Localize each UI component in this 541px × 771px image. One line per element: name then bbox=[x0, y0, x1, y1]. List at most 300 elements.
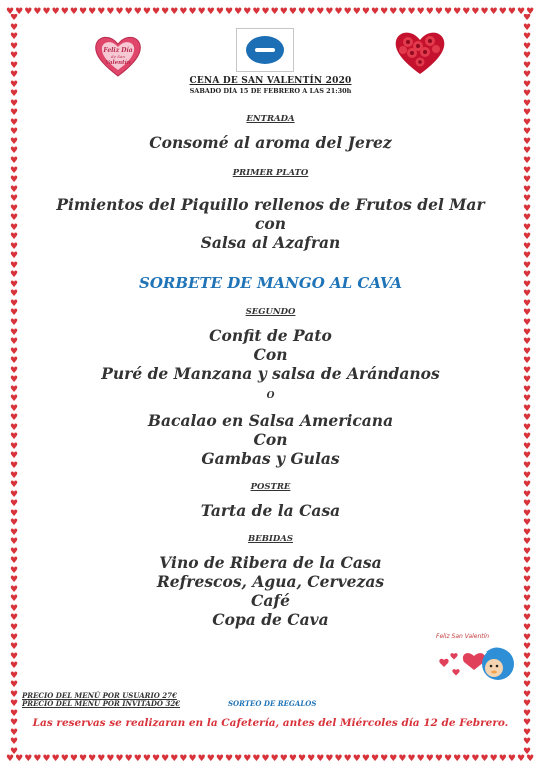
border-heart-icon: ♥ bbox=[522, 298, 532, 309]
border-heart-icon: ♥ bbox=[9, 298, 19, 309]
border-heart-icon: ♥ bbox=[179, 754, 188, 764]
border-heart-icon: ♥ bbox=[142, 7, 151, 17]
border-heart-icon: ♥ bbox=[9, 394, 19, 405]
border-heart-icon: ♥ bbox=[15, 754, 24, 764]
border-heart-icon: ♥ bbox=[522, 451, 532, 462]
border-heart-icon: ♥ bbox=[9, 136, 19, 147]
border-heart-icon: ♥ bbox=[9, 108, 19, 119]
border-heart-icon: ♥ bbox=[298, 754, 307, 764]
border-heart-icon: ♥ bbox=[453, 7, 462, 17]
border-heart-icon: ♥ bbox=[234, 754, 243, 764]
border-heart-icon: ♥ bbox=[9, 527, 19, 538]
border-heart-icon: ♥ bbox=[343, 7, 352, 17]
border-heart-icon: ♥ bbox=[522, 460, 532, 471]
dish-segundo-a-line3: Puré de Manzana y salsa de Arándanos bbox=[101, 364, 440, 383]
border-heart-icon: ♥ bbox=[444, 754, 453, 764]
mascot-caption: Feliz San Valentín bbox=[436, 633, 490, 640]
border-heart-icon: ♥ bbox=[161, 754, 170, 764]
heart-border-right bbox=[521, 14, 533, 757]
border-heart-icon: ♥ bbox=[522, 718, 532, 729]
border-heart-icon: ♥ bbox=[9, 575, 19, 586]
border-heart-icon: ♥ bbox=[522, 613, 532, 624]
border-heart-icon: ♥ bbox=[522, 89, 532, 100]
border-heart-icon: ♥ bbox=[215, 754, 224, 764]
border-heart-icon: ♥ bbox=[9, 232, 19, 243]
border-heart-icon: ♥ bbox=[97, 7, 106, 17]
border-heart-icon: ♥ bbox=[522, 203, 532, 214]
border-heart-icon: ♥ bbox=[69, 7, 78, 17]
heart-border-top bbox=[6, 6, 535, 18]
border-heart-icon: ♥ bbox=[522, 365, 532, 376]
border-heart-icon: ♥ bbox=[522, 70, 532, 81]
border-heart-icon: ♥ bbox=[522, 184, 532, 195]
border-heart-icon: ♥ bbox=[522, 661, 532, 672]
valentine-heart-badge-icon bbox=[92, 32, 144, 78]
border-heart-icon: ♥ bbox=[79, 7, 88, 17]
border-heart-icon: ♥ bbox=[9, 327, 19, 338]
border-heart-icon: ♥ bbox=[106, 7, 115, 17]
border-heart-icon: ♥ bbox=[60, 754, 69, 764]
dish-postre: Tarta de la Casa bbox=[200, 501, 341, 520]
border-heart-icon: ♥ bbox=[522, 117, 532, 128]
border-heart-icon: ♥ bbox=[522, 727, 532, 738]
border-heart-icon: ♥ bbox=[522, 699, 532, 710]
dish-primer-line2: con bbox=[254, 214, 287, 233]
border-heart-icon: ♥ bbox=[33, 754, 42, 764]
event-date: SABADO DÍA 15 DE FEBRERO A LAS 21:30h bbox=[189, 87, 352, 95]
border-heart-icon: ♥ bbox=[522, 422, 532, 433]
border-heart-icon: ♥ bbox=[51, 7, 60, 17]
border-heart-icon: ♥ bbox=[307, 754, 316, 764]
border-heart-icon: ♥ bbox=[9, 727, 19, 738]
border-heart-icon: ♥ bbox=[522, 565, 532, 576]
border-heart-icon: ♥ bbox=[407, 7, 416, 17]
border-heart-icon: ♥ bbox=[9, 175, 19, 186]
border-heart-icon: ♥ bbox=[9, 22, 19, 33]
border-heart-icon: ♥ bbox=[133, 7, 142, 17]
border-heart-icon: ♥ bbox=[453, 754, 462, 764]
border-heart-icon: ♥ bbox=[307, 7, 316, 17]
border-heart-icon: ♥ bbox=[522, 375, 532, 386]
border-heart-icon: ♥ bbox=[471, 7, 480, 17]
border-heart-icon: ♥ bbox=[261, 754, 270, 764]
border-heart-icon: ♥ bbox=[9, 623, 19, 633]
reservation-notice: Las reservas se realizaran en la Cafetería, antes del Miércoles día 12 de Febrero. bbox=[32, 717, 509, 729]
border-heart-icon: ♥ bbox=[522, 60, 532, 71]
border-heart-icon: ♥ bbox=[279, 7, 288, 17]
border-heart-icon: ♥ bbox=[9, 375, 19, 386]
border-heart-icon: ♥ bbox=[9, 260, 19, 271]
border-heart-icon: ♥ bbox=[6, 754, 15, 764]
border-heart-icon: ♥ bbox=[179, 7, 188, 17]
border-heart-icon: ♥ bbox=[522, 632, 532, 643]
sorbet: SORBETE DE MANGO AL CAVA bbox=[138, 274, 402, 292]
border-heart-icon: ♥ bbox=[325, 7, 334, 17]
border-heart-icon: ♥ bbox=[9, 556, 19, 567]
section-entrada: ENTRADA bbox=[246, 114, 295, 124]
border-heart-icon: ♥ bbox=[522, 432, 532, 443]
border-heart-icon: ♥ bbox=[9, 661, 19, 672]
border-heart-icon: ♥ bbox=[489, 754, 498, 764]
border-heart-icon: ♥ bbox=[9, 270, 19, 281]
border-heart-icon: ♥ bbox=[9, 508, 19, 519]
border-heart-icon: ♥ bbox=[9, 499, 19, 510]
border-heart-icon: ♥ bbox=[522, 403, 532, 414]
border-heart-icon: ♥ bbox=[425, 7, 434, 17]
border-heart-icon: ♥ bbox=[334, 7, 343, 17]
border-heart-icon: ♥ bbox=[522, 32, 532, 43]
border-heart-icon: ♥ bbox=[325, 754, 334, 764]
border-heart-icon: ♥ bbox=[270, 7, 279, 17]
border-heart-icon: ♥ bbox=[9, 413, 19, 424]
border-heart-icon: ♥ bbox=[522, 413, 532, 424]
border-heart-icon: ♥ bbox=[522, 318, 532, 328]
border-heart-icon: ♥ bbox=[9, 422, 19, 433]
border-heart-icon: ♥ bbox=[526, 7, 535, 17]
border-heart-icon: ♥ bbox=[371, 754, 380, 764]
border-heart-icon: ♥ bbox=[334, 754, 343, 764]
border-heart-icon: ♥ bbox=[522, 623, 532, 633]
border-heart-icon: ♥ bbox=[9, 89, 19, 100]
border-heart-icon: ♥ bbox=[522, 651, 532, 662]
section-segundo: SEGUNDO bbox=[245, 307, 296, 317]
border-heart-icon: ♥ bbox=[517, 754, 526, 764]
organization-logo bbox=[236, 28, 294, 72]
border-heart-icon: ♥ bbox=[434, 7, 443, 17]
border-heart-icon: ♥ bbox=[51, 754, 60, 764]
border-heart-icon: ♥ bbox=[522, 222, 532, 233]
border-heart-icon: ♥ bbox=[9, 70, 19, 81]
border-heart-icon: ♥ bbox=[206, 754, 215, 764]
border-heart-icon: ♥ bbox=[9, 651, 19, 662]
border-heart-icon: ♥ bbox=[398, 7, 407, 17]
border-heart-icon: ♥ bbox=[252, 754, 261, 764]
border-heart-icon: ♥ bbox=[522, 346, 532, 357]
border-heart-icon: ♥ bbox=[9, 613, 19, 624]
border-heart-icon: ♥ bbox=[522, 327, 532, 338]
border-heart-icon: ♥ bbox=[9, 642, 19, 653]
border-heart-icon: ♥ bbox=[522, 537, 532, 548]
border-heart-icon: ♥ bbox=[9, 60, 19, 71]
border-heart-icon: ♥ bbox=[24, 7, 33, 17]
border-heart-icon: ♥ bbox=[60, 7, 69, 17]
heart-border-bottom bbox=[6, 753, 535, 765]
border-heart-icon: ♥ bbox=[9, 155, 19, 166]
border-heart-icon: ♥ bbox=[522, 546, 532, 557]
border-heart-icon: ♥ bbox=[9, 632, 19, 643]
border-heart-icon: ♥ bbox=[9, 737, 19, 748]
border-heart-icon: ♥ bbox=[9, 41, 19, 52]
border-heart-icon: ♥ bbox=[522, 155, 532, 166]
border-heart-icon: ♥ bbox=[361, 7, 370, 17]
border-heart-icon: ♥ bbox=[9, 451, 19, 462]
border-heart-icon: ♥ bbox=[522, 584, 532, 595]
border-heart-icon: ♥ bbox=[225, 754, 234, 764]
border-heart-icon: ♥ bbox=[9, 699, 19, 710]
border-heart-icon: ♥ bbox=[522, 508, 532, 519]
border-heart-icon: ♥ bbox=[462, 754, 471, 764]
border-heart-icon: ♥ bbox=[133, 754, 142, 764]
border-heart-icon: ♥ bbox=[352, 7, 361, 17]
border-heart-icon: ♥ bbox=[522, 308, 532, 319]
border-heart-icon: ♥ bbox=[9, 470, 19, 481]
border-heart-icon: ♥ bbox=[522, 480, 532, 491]
border-heart-icon: ♥ bbox=[261, 7, 270, 17]
border-heart-icon: ♥ bbox=[522, 270, 532, 281]
border-heart-icon: ♥ bbox=[9, 318, 19, 328]
border-heart-icon: ♥ bbox=[522, 279, 532, 290]
border-heart-icon: ♥ bbox=[9, 489, 19, 500]
border-heart-icon: ♥ bbox=[9, 403, 19, 414]
drink-line3: Café bbox=[251, 591, 290, 610]
dish-primer-line1: Pimientos del Piquillo rellenos de Frutos del Mar bbox=[56, 195, 485, 214]
border-heart-icon: ♥ bbox=[522, 289, 532, 300]
price-per-user: PRECIO DEL MENÚ POR USUARIO 27€ bbox=[22, 691, 177, 700]
border-heart-icon: ♥ bbox=[522, 337, 532, 348]
border-heart-icon: ♥ bbox=[522, 603, 532, 614]
border-heart-icon: ♥ bbox=[9, 346, 19, 357]
border-heart-icon: ♥ bbox=[243, 7, 252, 17]
border-heart-icon: ♥ bbox=[9, 146, 19, 157]
border-heart-icon: ♥ bbox=[522, 127, 532, 138]
heart-border-left bbox=[8, 14, 20, 757]
event-title: CENA DE SAN VALENTÍN 2020 bbox=[189, 76, 352, 86]
drink-line2: Refrescos, Agua, Cervezas bbox=[156, 572, 385, 591]
border-heart-icon: ♥ bbox=[6, 7, 15, 17]
border-heart-icon: ♥ bbox=[9, 279, 19, 290]
border-heart-icon: ♥ bbox=[161, 7, 170, 17]
border-heart-icon: ♥ bbox=[522, 575, 532, 586]
border-heart-icon: ♥ bbox=[9, 384, 19, 395]
border-heart-icon: ♥ bbox=[522, 51, 532, 62]
border-heart-icon: ♥ bbox=[243, 754, 252, 764]
border-heart-icon: ♥ bbox=[97, 754, 106, 764]
border-heart-icon: ♥ bbox=[9, 546, 19, 557]
border-heart-icon: ♥ bbox=[522, 175, 532, 186]
border-heart-icon: ♥ bbox=[124, 754, 133, 764]
border-heart-icon: ♥ bbox=[471, 754, 480, 764]
border-heart-icon: ♥ bbox=[526, 754, 535, 764]
border-heart-icon: ♥ bbox=[425, 754, 434, 764]
border-heart-icon: ♥ bbox=[522, 689, 532, 700]
border-heart-icon: ♥ bbox=[371, 7, 380, 17]
border-heart-icon: ♥ bbox=[522, 680, 532, 691]
border-heart-icon: ♥ bbox=[9, 356, 19, 367]
border-heart-icon: ♥ bbox=[522, 251, 532, 262]
border-heart-icon: ♥ bbox=[9, 32, 19, 43]
border-heart-icon: ♥ bbox=[9, 680, 19, 691]
border-heart-icon: ♥ bbox=[522, 746, 532, 757]
border-heart-icon: ♥ bbox=[252, 7, 261, 17]
dish-entrada: Consomé al aroma del Jerez bbox=[149, 133, 392, 152]
border-heart-icon: ♥ bbox=[9, 670, 19, 681]
border-heart-icon: ♥ bbox=[88, 7, 97, 17]
border-heart-icon: ♥ bbox=[380, 754, 389, 764]
border-heart-icon: ♥ bbox=[188, 7, 197, 17]
border-heart-icon: ♥ bbox=[9, 127, 19, 138]
border-heart-icon: ♥ bbox=[197, 7, 206, 17]
border-heart-icon: ♥ bbox=[398, 754, 407, 764]
border-heart-icon: ♥ bbox=[522, 642, 532, 653]
border-heart-icon: ♥ bbox=[9, 689, 19, 700]
border-heart-icon: ♥ bbox=[9, 79, 19, 90]
border-heart-icon: ♥ bbox=[389, 7, 398, 17]
border-heart-icon: ♥ bbox=[9, 222, 19, 233]
border-heart-icon: ♥ bbox=[522, 670, 532, 681]
border-heart-icon: ♥ bbox=[225, 7, 234, 17]
border-heart-icon: ♥ bbox=[416, 754, 425, 764]
border-heart-icon: ♥ bbox=[522, 489, 532, 500]
border-heart-icon: ♥ bbox=[522, 441, 532, 452]
border-heart-icon: ♥ bbox=[79, 754, 88, 764]
border-heart-icon: ♥ bbox=[522, 194, 532, 205]
border-heart-icon: ♥ bbox=[170, 754, 179, 764]
border-heart-icon: ♥ bbox=[279, 754, 288, 764]
dish-segundo-a-line2: Con bbox=[253, 345, 288, 364]
border-heart-icon: ♥ bbox=[343, 754, 352, 764]
border-heart-icon: ♥ bbox=[407, 754, 416, 764]
border-heart-icon: ♥ bbox=[522, 136, 532, 147]
border-heart-icon: ♥ bbox=[9, 184, 19, 195]
border-heart-icon: ♥ bbox=[522, 384, 532, 395]
border-heart-icon: ♥ bbox=[522, 260, 532, 271]
border-heart-icon: ♥ bbox=[498, 754, 507, 764]
logo-emblem-icon bbox=[246, 36, 284, 64]
border-heart-icon: ♥ bbox=[522, 737, 532, 748]
border-heart-icon: ♥ bbox=[380, 7, 389, 17]
border-heart-icon: ♥ bbox=[124, 7, 133, 17]
border-heart-icon: ♥ bbox=[42, 754, 51, 764]
border-heart-icon: ♥ bbox=[522, 108, 532, 119]
border-heart-icon: ♥ bbox=[9, 594, 19, 605]
border-heart-icon: ♥ bbox=[9, 708, 19, 719]
border-heart-icon: ♥ bbox=[115, 7, 124, 17]
border-heart-icon: ♥ bbox=[9, 441, 19, 452]
border-heart-icon: ♥ bbox=[361, 754, 370, 764]
svg-text:Feliz Día: Feliz Día bbox=[103, 47, 133, 54]
dish-segundo-b-line2: Con bbox=[253, 430, 288, 449]
border-heart-icon: ♥ bbox=[9, 251, 19, 262]
border-heart-icon: ♥ bbox=[33, 7, 42, 17]
border-heart-icon: ♥ bbox=[522, 41, 532, 52]
border-heart-icon: ♥ bbox=[9, 337, 19, 348]
border-heart-icon: ♥ bbox=[9, 203, 19, 214]
border-heart-icon: ♥ bbox=[9, 241, 19, 252]
border-heart-icon: ♥ bbox=[316, 754, 325, 764]
border-heart-icon: ♥ bbox=[9, 14, 19, 23]
dish-segundo-b-line1: Bacalao en Salsa Americana bbox=[147, 411, 394, 430]
raffle-notice: SORTEO DE REGALOS bbox=[228, 699, 317, 708]
border-heart-icon: ♥ bbox=[498, 7, 507, 17]
border-heart-icon: ♥ bbox=[416, 7, 425, 17]
border-heart-icon: ♥ bbox=[9, 289, 19, 300]
border-heart-icon: ♥ bbox=[170, 7, 179, 17]
border-heart-icon: ♥ bbox=[9, 51, 19, 62]
border-heart-icon: ♥ bbox=[24, 754, 33, 764]
border-heart-icon: ♥ bbox=[522, 470, 532, 481]
border-heart-icon: ♥ bbox=[9, 194, 19, 205]
border-heart-icon: ♥ bbox=[9, 98, 19, 109]
border-heart-icon: ♥ bbox=[42, 7, 51, 17]
border-heart-icon: ♥ bbox=[522, 98, 532, 109]
border-heart-icon: ♥ bbox=[316, 7, 325, 17]
section-postre: POSTRE bbox=[250, 482, 291, 492]
border-heart-icon: ♥ bbox=[522, 556, 532, 567]
border-heart-icon: ♥ bbox=[9, 432, 19, 443]
border-heart-icon: ♥ bbox=[489, 7, 498, 17]
rose-heart-icon bbox=[392, 28, 448, 76]
border-heart-icon: ♥ bbox=[522, 14, 532, 23]
border-heart-icon: ♥ bbox=[522, 165, 532, 176]
dish-primer-line3: Salsa al Azafran bbox=[200, 233, 341, 252]
border-heart-icon: ♥ bbox=[270, 754, 279, 764]
border-heart-icon: ♥ bbox=[522, 232, 532, 243]
border-heart-icon: ♥ bbox=[9, 308, 19, 319]
border-heart-icon: ♥ bbox=[517, 7, 526, 17]
border-heart-icon: ♥ bbox=[206, 7, 215, 17]
border-heart-icon: ♥ bbox=[522, 518, 532, 529]
drink-line1: Vino de Ribera de la Casa bbox=[159, 553, 382, 572]
border-heart-icon: ♥ bbox=[522, 146, 532, 157]
border-heart-icon: ♥ bbox=[15, 7, 24, 17]
border-heart-icon: ♥ bbox=[522, 708, 532, 719]
border-heart-icon: ♥ bbox=[522, 356, 532, 367]
border-heart-icon: ♥ bbox=[152, 7, 161, 17]
or-separator: O bbox=[266, 391, 275, 401]
border-heart-icon: ♥ bbox=[462, 7, 471, 17]
dish-segundo-b-line3: Gambas y Gulas bbox=[201, 449, 340, 468]
border-heart-icon: ♥ bbox=[9, 565, 19, 576]
border-heart-icon: ♥ bbox=[507, 7, 516, 17]
border-heart-icon: ♥ bbox=[9, 480, 19, 491]
section-bebidas: BEBIDAS bbox=[248, 534, 293, 544]
dish-segundo-a-line1: Confit de Pato bbox=[209, 326, 332, 345]
svg-text:de San: de San bbox=[111, 54, 125, 59]
border-heart-icon: ♥ bbox=[522, 241, 532, 252]
border-heart-icon: ♥ bbox=[352, 754, 361, 764]
price-per-guest: PRECIO DEL MENÚ POR INVITADO 32€ bbox=[22, 699, 181, 708]
border-heart-icon: ♥ bbox=[9, 165, 19, 176]
border-heart-icon: ♥ bbox=[522, 22, 532, 33]
border-heart-icon: ♥ bbox=[88, 754, 97, 764]
border-heart-icon: ♥ bbox=[480, 754, 489, 764]
border-heart-icon: ♥ bbox=[106, 754, 115, 764]
border-heart-icon: ♥ bbox=[444, 7, 453, 17]
border-heart-icon: ♥ bbox=[389, 754, 398, 764]
border-heart-icon: ♥ bbox=[507, 754, 516, 764]
border-heart-icon: ♥ bbox=[298, 7, 307, 17]
border-heart-icon: ♥ bbox=[9, 584, 19, 595]
border-heart-icon: ♥ bbox=[522, 394, 532, 405]
border-heart-icon: ♥ bbox=[480, 7, 489, 17]
border-heart-icon: ♥ bbox=[69, 754, 78, 764]
section-primer-plato: PRIMER PLATO bbox=[232, 168, 309, 178]
border-heart-icon: ♥ bbox=[9, 718, 19, 729]
drink-line4: Copa de Cava bbox=[212, 610, 329, 629]
border-heart-icon: ♥ bbox=[522, 527, 532, 538]
border-heart-icon: ♥ bbox=[115, 754, 124, 764]
border-heart-icon: ♥ bbox=[434, 754, 443, 764]
border-heart-icon: ♥ bbox=[9, 117, 19, 128]
border-heart-icon: ♥ bbox=[234, 7, 243, 17]
border-heart-icon: ♥ bbox=[197, 754, 206, 764]
border-heart-icon: ♥ bbox=[215, 7, 224, 17]
border-heart-icon: ♥ bbox=[188, 754, 197, 764]
border-heart-icon: ♥ bbox=[522, 594, 532, 605]
border-heart-icon: ♥ bbox=[9, 746, 19, 757]
border-heart-icon: ♥ bbox=[9, 365, 19, 376]
border-heart-icon: ♥ bbox=[522, 79, 532, 90]
